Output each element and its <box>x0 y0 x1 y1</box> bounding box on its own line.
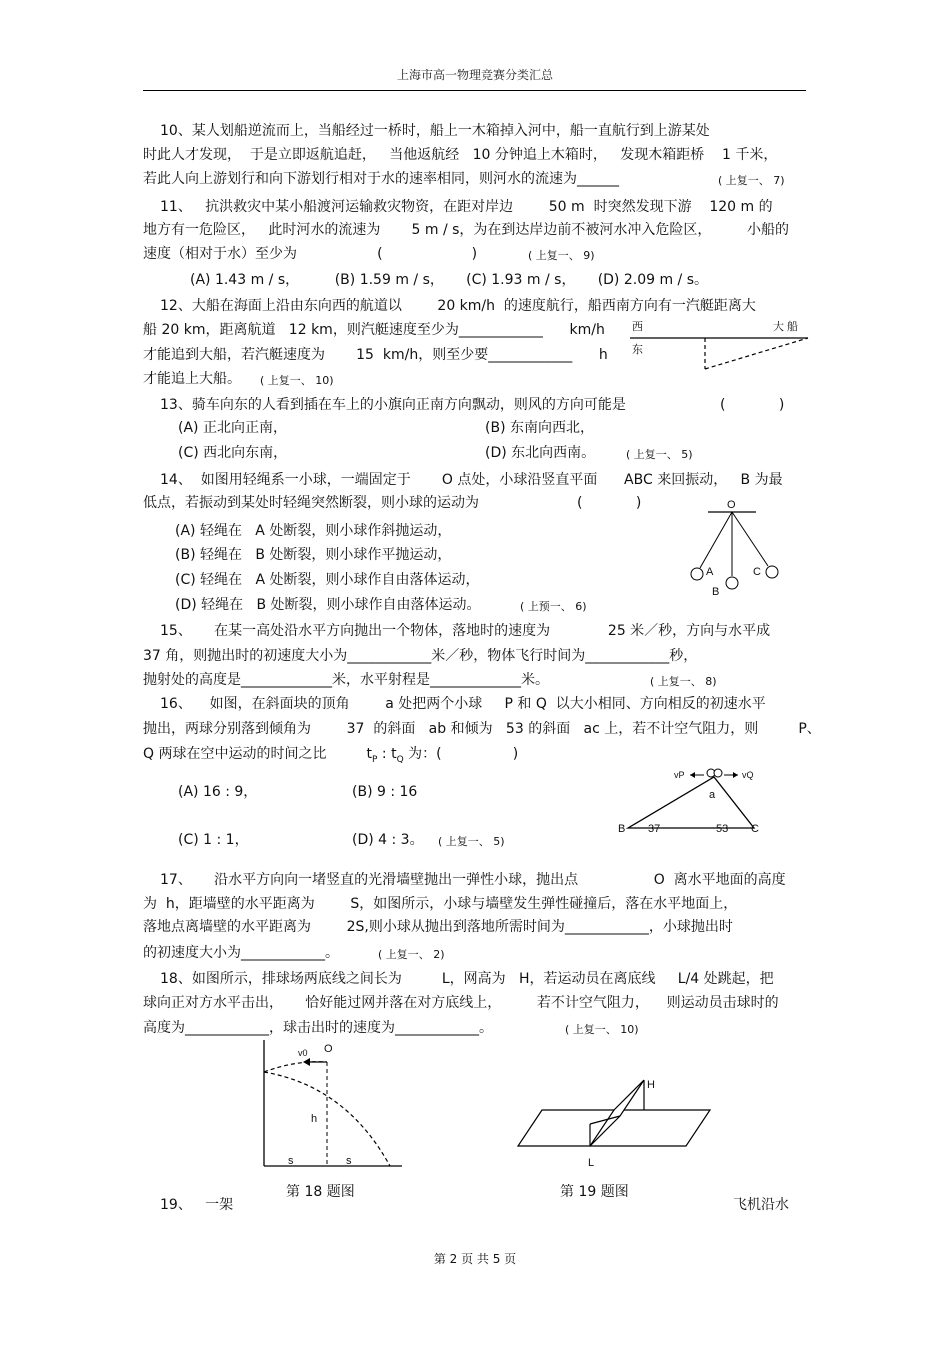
fig-a-vertex-label: a <box>709 789 716 801</box>
q13-paren: ( ) <box>720 397 785 413</box>
q11-line-3: 速度（相对于水）至少为 ( ) <box>143 246 478 262</box>
q18-caption: 第 18 题图 <box>286 1184 355 1200</box>
q13-line-1: 13、骑车向东的人看到插在车上的小旗向正南方向飘动，则风的方向可能是 <box>160 397 626 413</box>
fig-angle-37: 37 <box>648 823 661 835</box>
ball-b <box>726 577 738 589</box>
fig-c-vertex-label: C <box>751 823 759 835</box>
q13-option-b: (B) 东南向西北， <box>485 420 594 436</box>
q11-options: (A) 1.43 m / s， (B) 1.59 m / s， (C) 1.93 m / s， (D) 2.09 m / s。 <box>190 272 709 288</box>
q19-line-1-start: 19、 一架 <box>160 1197 234 1213</box>
fig-s-left-label: s <box>288 1155 294 1167</box>
q14-option-a: (A) 轻绳在 A 处断裂，则小球作斜抛运动， <box>175 523 452 539</box>
q14-source: ( 上预一、 6) <box>520 600 587 613</box>
q12-source: ( 上复一、 10) <box>260 374 334 387</box>
fig-b-vertex-label: B <box>618 823 626 835</box>
q13-option-c: (C) 西北向东南， <box>178 445 288 461</box>
q19-caption: 第 19 题图 <box>560 1184 629 1200</box>
fig-length-label: L <box>588 1157 595 1169</box>
q11-line-2: 地方有一危险区， 此时河水的流速为 5 m / s，为在到达岸边前不被河水冲入危险区， 小船的 <box>143 222 790 238</box>
fig-net-height-label: H <box>647 1079 655 1091</box>
q11-line-1: 11、 抗洪救灾中某小船渡河运输救灾物资，在距对岸边 50 m 时突然发现下游 120 m 的 <box>160 199 773 215</box>
ball-c <box>766 566 778 578</box>
fig-s-right-label: s <box>346 1155 352 1167</box>
q11-source: ( 上复一、 9) <box>528 249 595 262</box>
fig-o-label: O <box>324 1043 333 1055</box>
q12-line-2: 船 20 km，距离航道 12 km，则汽艇速度至少为____________ km/h <box>143 322 605 338</box>
q19-volleyball-court-figure <box>510 1076 716 1172</box>
q17-line-4: 的初速度大小为____________。 <box>143 945 339 961</box>
fig-h-label: h <box>311 1113 318 1125</box>
q19-line-1-end: 飞机沿水 <box>733 1197 789 1213</box>
q10-line-2: 时此人才发现， 于是立即返航追赶， 当他返航经 10 分钟追上木箱时， 发现木箱距桥 1 千米， <box>143 147 778 163</box>
q10-line-1: 10、某人划船逆流而上，当船经过一桥时，船上一木箱掉入河中，船一直航行到上游某处 <box>160 123 710 139</box>
fig-angle-53: 53 <box>716 823 729 835</box>
q14-line-2: 低点，若振动到某处时轻绳突然断裂，则小球的运动为 <box>143 495 479 511</box>
q16-option-d: (D) 4 : 3。 <box>352 832 424 848</box>
fig-vq-label: vQ <box>742 770 754 780</box>
q17-line-3: 落地点离墙壁的水平距离为 2S,则小球从抛出到落地所需时间为____________，小球抛出时 <box>143 919 733 935</box>
q15-source: ( 上复一、 8) <box>650 675 717 688</box>
fig-ship-label: 大 船 <box>773 321 799 333</box>
q17-line-1: 17、 沿水平方向向一堵竖直的光滑墙壁抛出一弹性小球，抛出点 O 离水平地面的高度 <box>160 872 786 888</box>
q16-line-1: 16、 如图，在斜面块的顶角 a 处把两个小球 P 和 Q 以大小相同、方向相反的初速水平 <box>160 696 766 712</box>
q16-option-b: (B) 9 : 16 <box>352 784 418 800</box>
q18-line-3: 高度为____________，球击出时的速度为____________。 <box>143 1020 493 1036</box>
fig-b-label: B <box>712 586 720 598</box>
q17-source: ( 上复一、 2) <box>378 948 445 961</box>
q18-line-1: 18、如图所示，排球场两底线之间长为 L，网高为 H，若运动员在离底线 L/4 处跳起，把 <box>160 971 774 987</box>
q10-source: ( 上复一、 7) <box>718 174 785 187</box>
fig-west-label: 西 <box>632 321 643 333</box>
q12-line-3: 才能追到大船，若汽艇速度为 15 km/h，则至少要____________ h <box>143 347 608 363</box>
q16-subscript-q: Q <box>396 754 404 765</box>
header-rule <box>143 90 806 91</box>
q12-line-4: 才能追上大船。 <box>143 371 241 387</box>
q14-pendulum-figure <box>686 496 786 598</box>
ball-a <box>691 568 703 580</box>
fig-vp-label: vP <box>674 770 685 780</box>
q14-option-c: (C) 轻绳在 A 处断裂，则小球作自由落体运动， <box>175 572 480 588</box>
q10-line-3: 若此人向上游划行和向下游划行相对于水的速率相同，则河水的流速为______ <box>143 171 619 187</box>
q14-option-d: (D) 轻绳在 B 处断裂，则小球作自由落体运动。 <box>175 597 481 613</box>
fig-a-label: A <box>706 566 714 578</box>
q16-line-3 <box>143 745 518 769</box>
q17-line-2: 为 h，距墙壁的水平距离为 S，如图所示，小球与墙壁发生弹性碰撞后，落在水平地面上， <box>143 896 738 912</box>
fig-east-label: 东 <box>632 344 643 356</box>
q15-line-3: 抛射处的高度是_____________米，水平射程是_____________米。 <box>143 672 549 688</box>
q18-wall-figure <box>256 1038 406 1170</box>
q16-line-2: 抛出，两球分别落到倾角为 37 的斜面 ab 和倾为 53 的斜面 ac 上，若不计空气阻力，则 P、 <box>143 721 821 737</box>
q14-paren: ( ) <box>577 495 642 511</box>
q12-line-1: 12、大船在海面上沿由东向西的航道以 20 km/h 的速度航行，船西南方向有一汽艇距离大 <box>160 298 756 314</box>
q13-option-a: (A) 正北向正南， <box>178 420 287 436</box>
q12-figure <box>630 316 810 376</box>
q15-line-1: 15、 在某一高处沿水平方向抛出一个物体，落地时的速度为 25 米／秒，方向与水平成 <box>160 623 771 639</box>
fig-o-label: O <box>727 499 736 511</box>
page-footer: 第 2 页 共 5 页 <box>433 1252 517 1266</box>
q16-line-3-start: Q 两球在空中运动的时间之比 t <box>143 746 373 762</box>
q16-option-a: (A) 16 : 9， <box>178 784 258 800</box>
fig-c-label: C <box>753 566 761 578</box>
page-header: 上海市高一物理竞赛分类汇总 <box>396 68 553 82</box>
q13-source: ( 上复一、 5) <box>626 448 693 461</box>
q16-subscript-p: P <box>372 754 378 765</box>
q18-source: ( 上复一、 10) <box>565 1023 639 1036</box>
q15-line-2: 37 角，则抛出时的初速度大小为____________米／秒，物体飞行时间为____________秒， <box>143 648 698 664</box>
q14-option-b: (B) 轻绳在 B 处断裂，则小球作平抛运动， <box>175 547 452 563</box>
fig-v0-label: v0 <box>298 1048 308 1058</box>
q16-option-c: (C) 1 : 1， <box>178 832 249 848</box>
q16-source: ( 上复一、 5) <box>438 835 505 848</box>
q18-line-2: 球向正对方水平击出， 恰好能过网并落在对方底线上， 若不计空气阻力， 则运动员击球时的 <box>143 995 779 1011</box>
q14-line-1: 14、 如图用轻绳系一小球，一端固定于 O 点处，小球沿竖直平面 ABC 来回振动， B 为最 <box>160 472 783 488</box>
q16-incline-figure <box>614 764 774 840</box>
q13-option-d: (D) 东北向西南。 <box>485 445 596 461</box>
q16-line-3-end: 为：( ) <box>403 746 519 762</box>
q16-line-3-mid: : t <box>377 746 397 762</box>
